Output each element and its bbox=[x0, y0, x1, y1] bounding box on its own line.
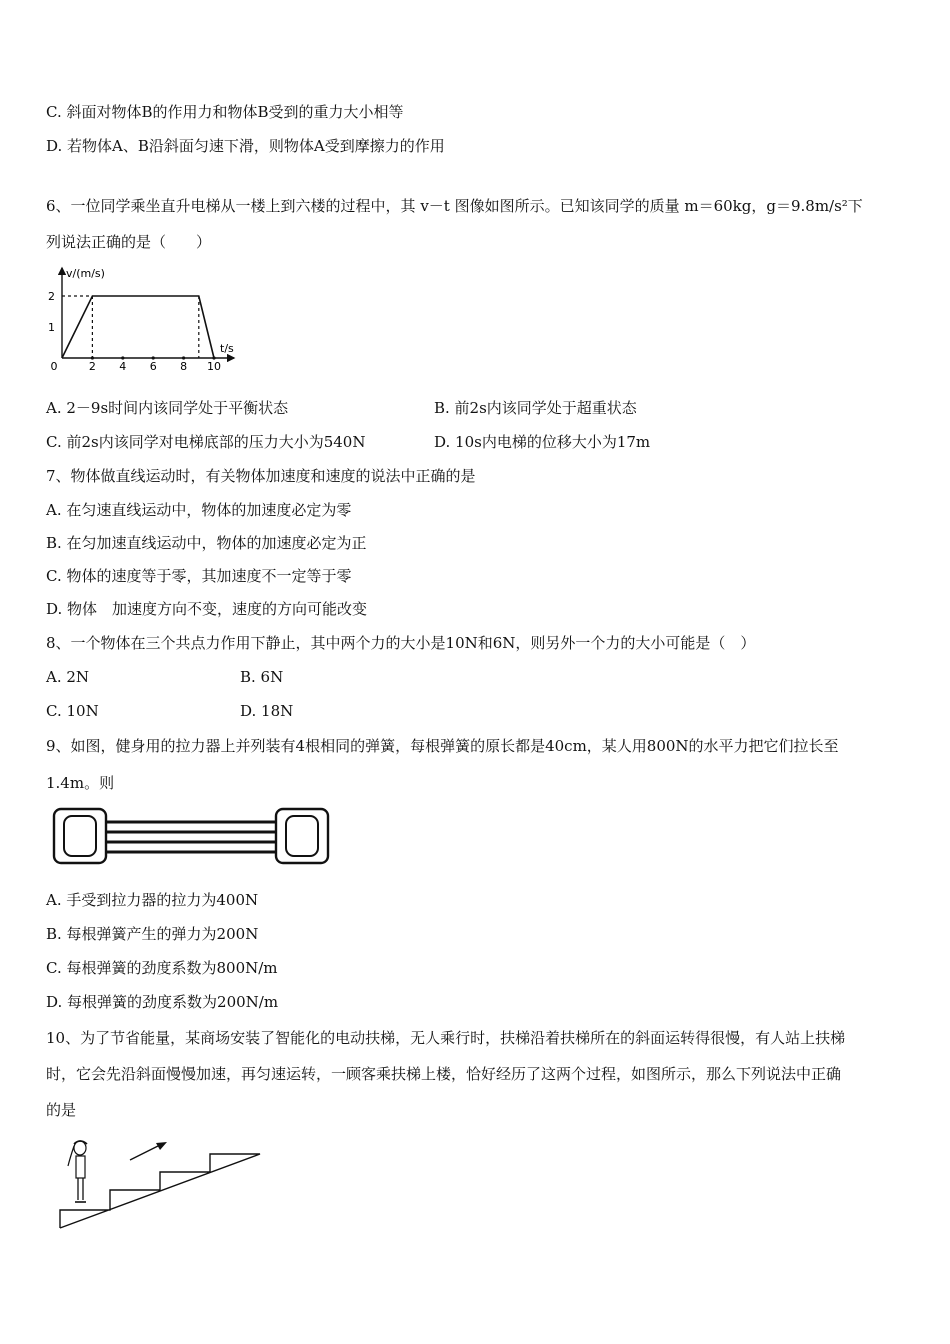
x-tick-label: 6 bbox=[149, 360, 157, 373]
q9-option-d: D. 每根弹簧的劲度系数为200N/m bbox=[46, 993, 279, 1011]
q8-stem: 8、一个物体在三个共点力作用下静止，其中两个力的大小是10N和6N，则另外一个力的大小可能是（ ） bbox=[46, 634, 756, 652]
vt-graph-svg bbox=[44, 264, 244, 376]
q9-stem-line2: 1.4m。则 bbox=[46, 774, 115, 792]
q6-option-a: A. 2－9s时间内该同学处于平衡状态 bbox=[46, 399, 289, 417]
escalator-figure bbox=[56, 1136, 266, 1236]
q9-stem-line1: 9、如图，健身用的拉力器上并列装有4根相同的弹簧，每根弹簧的原长都是40cm，某人用800N的水平力把它们拉长至 bbox=[46, 737, 839, 755]
spring-expander-svg bbox=[52, 806, 330, 866]
q6-option-c: C. 前2s内该同学对电梯底部的压力大小为540N bbox=[46, 433, 366, 451]
q9-option-c: C. 每根弹簧的劲度系数为800N/m bbox=[46, 959, 278, 977]
x-tick-mark bbox=[152, 356, 155, 359]
x-tick-label: 8 bbox=[180, 360, 188, 373]
customer-figure bbox=[68, 1141, 87, 1202]
q7-stem: 7、物体做直线运动时，有关物体加速度和速度的说法中正确的是 bbox=[46, 467, 476, 485]
q7-option-c: C. 物体的速度等于零，其加速度不一定等于零 bbox=[46, 567, 352, 585]
x-tick-label: 10 bbox=[207, 360, 221, 373]
vt-graph bbox=[44, 264, 244, 380]
q6-option-d: D. 10s内电梯的位移大小为17m bbox=[434, 433, 651, 451]
q8-option-a: A. 2N bbox=[46, 668, 90, 686]
q6-stem-line2: 列说法正确的是（ ） bbox=[46, 233, 212, 251]
escalator-steps bbox=[60, 1154, 260, 1228]
x-axis-label: t/s bbox=[220, 342, 234, 355]
q6-stem-line1: 6、一位同学乘坐直升电梯从一楼上到六楼的过程中，其 v－t 图像如图所示。已知该同学的质量 m＝60kg，g＝9.8m/s²下 bbox=[46, 197, 863, 215]
velocity-line bbox=[62, 296, 214, 358]
x-tick-label: 0 bbox=[50, 360, 58, 373]
q5-option-d: D. 若物体A、B沿斜面匀速下滑，则物体A受到摩擦力的作用 bbox=[46, 137, 445, 155]
q5-option-c: C. 斜面对物体B的作用力和物体B受到的重力大小相等 bbox=[46, 103, 404, 121]
q10-stem-line2: 时，它会先沿斜面慢慢加速，再匀速运转，一顾客乘扶梯上楼，恰好经历了这两个过程，如图所示，那么下列说法中正确 bbox=[46, 1065, 842, 1083]
q7-option-b: B. 在匀加速直线运动中，物体的加速度必定为正 bbox=[46, 534, 367, 552]
q8-option-c: C. 10N bbox=[46, 702, 99, 720]
q7-option-d: D. 物体 加速度方向不变，速度的方向可能改变 bbox=[46, 600, 368, 618]
y-axis-label: v/(m/s) bbox=[66, 267, 105, 280]
q10-stem-line1: 10、为了节省能量，某商场安装了智能化的电动扶梯，无人乘行时，扶梯沿着扶梯所在的斜面运转得很慢，有人站上扶梯 bbox=[46, 1029, 846, 1047]
escalator-svg bbox=[56, 1136, 266, 1232]
q7-option-a: A. 在匀速直线运动中，物体的加速度必定为零 bbox=[46, 501, 352, 519]
q6-option-b: B. 前2s内该同学处于超重状态 bbox=[434, 399, 637, 417]
x-tick-label: 2 bbox=[88, 360, 96, 373]
spring-expander-figure bbox=[52, 806, 330, 870]
x-tick-label: 4 bbox=[119, 360, 127, 373]
motion-arrow bbox=[130, 1144, 162, 1160]
left-handle-grip bbox=[64, 816, 96, 856]
y-tick-label: 2 bbox=[48, 290, 55, 303]
y-tick-label: 1 bbox=[48, 321, 55, 334]
q9-option-b: B. 每根弹簧产生的弹力为200N bbox=[46, 925, 259, 943]
q10-stem-line3: 的是 bbox=[46, 1101, 77, 1119]
x-tick-mark bbox=[182, 356, 185, 359]
x-tick-mark bbox=[121, 356, 124, 359]
q8-option-b: B. 6N bbox=[240, 668, 284, 686]
q8-option-d: D. 18N bbox=[240, 702, 294, 720]
q9-option-a: A. 手受到拉力器的拉力为400N bbox=[46, 891, 259, 909]
right-handle-grip bbox=[286, 816, 318, 856]
